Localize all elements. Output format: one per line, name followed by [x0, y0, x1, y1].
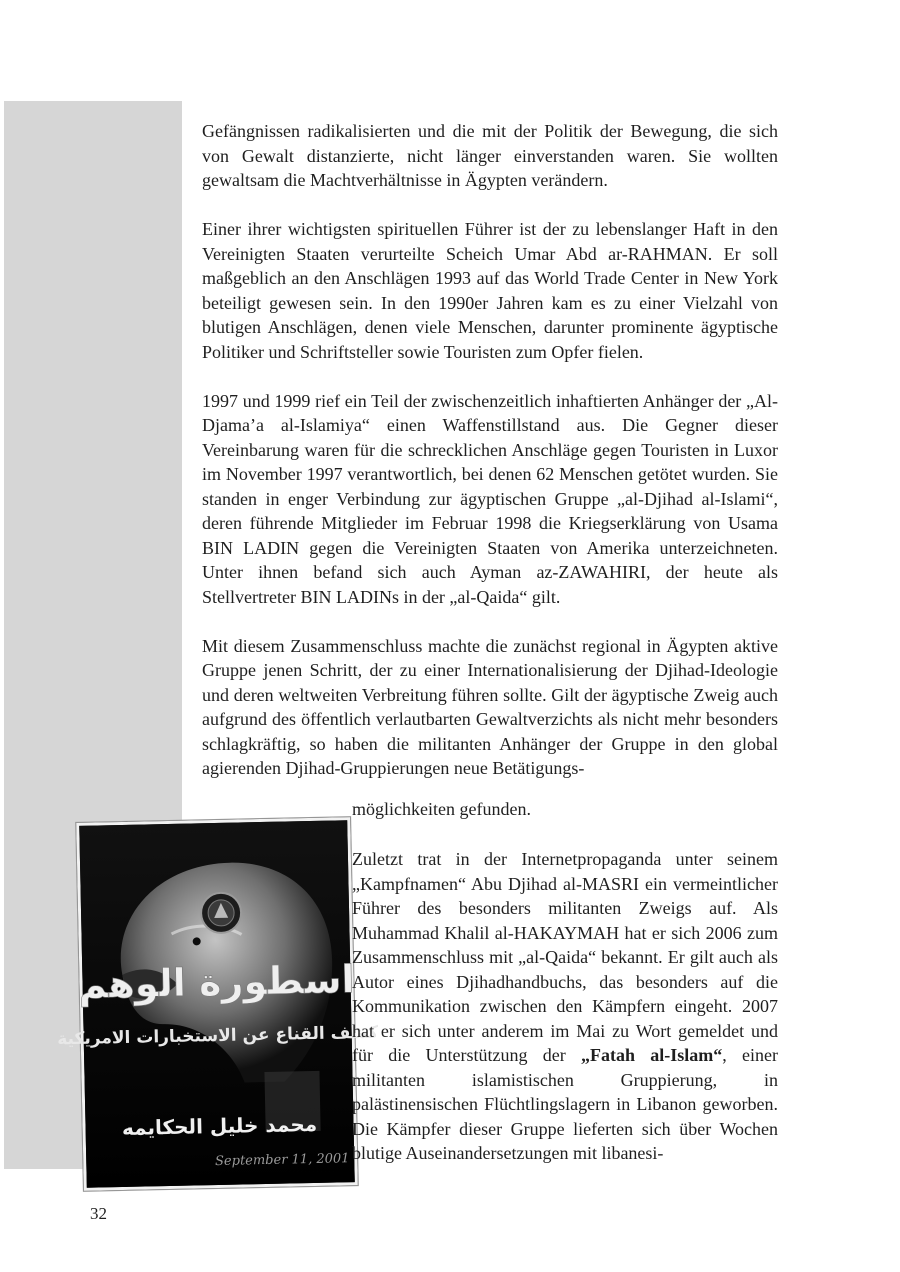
seal-emblem	[201, 892, 242, 933]
paragraph-5	[352, 847, 778, 1166]
paragraph-5-part-2: , einer militanten islamistischen Gruppierung, in palästinensischen Flüchtlingslagern in Libanon geworben. Die Kämpfer dieser Gruppe lieferten sich über Wochen blutige Auseinandersetzungen mit libanesi-	[352, 1045, 778, 1163]
book-cover-image	[57, 817, 379, 1191]
cover-subtitle: كشف القناع عن الاستخبارات الامريكية	[57, 1022, 379, 1050]
paragraph-2: Einer ihrer wichtigsten spirituellen Führer ist der zu lebenslanger Haft in den Vereinigten Staaten verurteilte Scheich Umar Abd ar-RAHMAN. Er soll maßgeblich an den Anschlägen 1993 auf das World Trade Center in New York beteiligt gewesen sein. In den 1990er Jahren kam es zu einer Vielzahl von blutigen Anschlägen, denen viele Menschen, darunter prominente ägyptische Politiker und Schriftsteller sowie Touristen zum Opfer fielen.	[202, 219, 778, 362]
page-number: 32	[90, 1204, 107, 1223]
paragraph-1: Gefängnissen radikalisierten und die mit der Politik der Bewegung, die sich von Gewalt distanzierte, nicht länger einverstanden waren. Sie wollten gewaltsam die Machtverhältnisse in Ägypten verändern.	[202, 121, 778, 190]
wrapped-text-column	[352, 847, 778, 1166]
paragraph-3: 1997 und 1999 rief ein Teil der zwischenzeitlich inhaftierten Anhänger der „Al-Djama’a al-Islamiya“ einen Waffenstillstand aus. Die Gegner dieser Vereinbarung waren für die schrecklichen Anschläge gegen Touristen in Luxor im November 1997 verantwortlich, bei denen 62 Menschen getötet wurden. Sie standen in enger Verbindung zur ägyptischen Gruppe „al-Djihad al-Islami“, deren führende Mitglieder im Februar 1998 die Kriegserklärung von Usama BIN LADIN gegen die Vereinigten Staaten von Amerika unterzeichneten. Unter ihnen befand sich auch Ayman az-ZAWAHIRI, der heute als Stellvertreter BIN LADINs in der „al-Qaida“ gilt.	[202, 390, 778, 607]
cover-title: اسطورة الوهم	[78, 957, 355, 1007]
cover-date: September 11, 2001	[214, 1151, 350, 1170]
paragraph-5-part-1: Zuletzt trat in der Internetpropaganda unter seinem „Kampfnamen“ Abu Djihad al-MASRI ein vermeintlicher Führer des besonders militanten Zweigs auf. Als Muhammad Khalil al-HAKAYMAH hat er sich 2006 zum Zusammenschluss mit „al-Qaida“ bekannt. Er gilt auch als Autor eines Djihadhandbuchs, das besonders auf die Kommunikation zwischen den Kämpfern eingeht. 2007 hat er sich unter anderem im Mai zu Wort gemeldet und für die Unterstützung der	[352, 849, 778, 1065]
paragraph-4-tail: möglichkeiten gefunden.	[352, 799, 531, 819]
fatah-al-islam-bold: „Fatah al-Islam“	[581, 1045, 723, 1065]
cover-author: محمد خليل الحكايمه	[121, 1111, 318, 1141]
paragraph-4: Mit diesem Zusammenschluss machte die zunächst regional in Ägypten aktive Gruppe jenen Schritt, der zu einer Internationalisierung der Djihad-Ideologie und deren weltweiten Verbreitung führen sollte. Gilt der ägyptische Zweig auch aufgrund des öffentlich verlautbarten Gewaltverzichts als nicht mehr besonders schlagkräftig, so haben die militanten Anhänger der Gruppe in den global agierenden Djihad-Gruppierungen neue Betätigungs-	[202, 635, 778, 778]
main-text-column	[202, 119, 778, 781]
